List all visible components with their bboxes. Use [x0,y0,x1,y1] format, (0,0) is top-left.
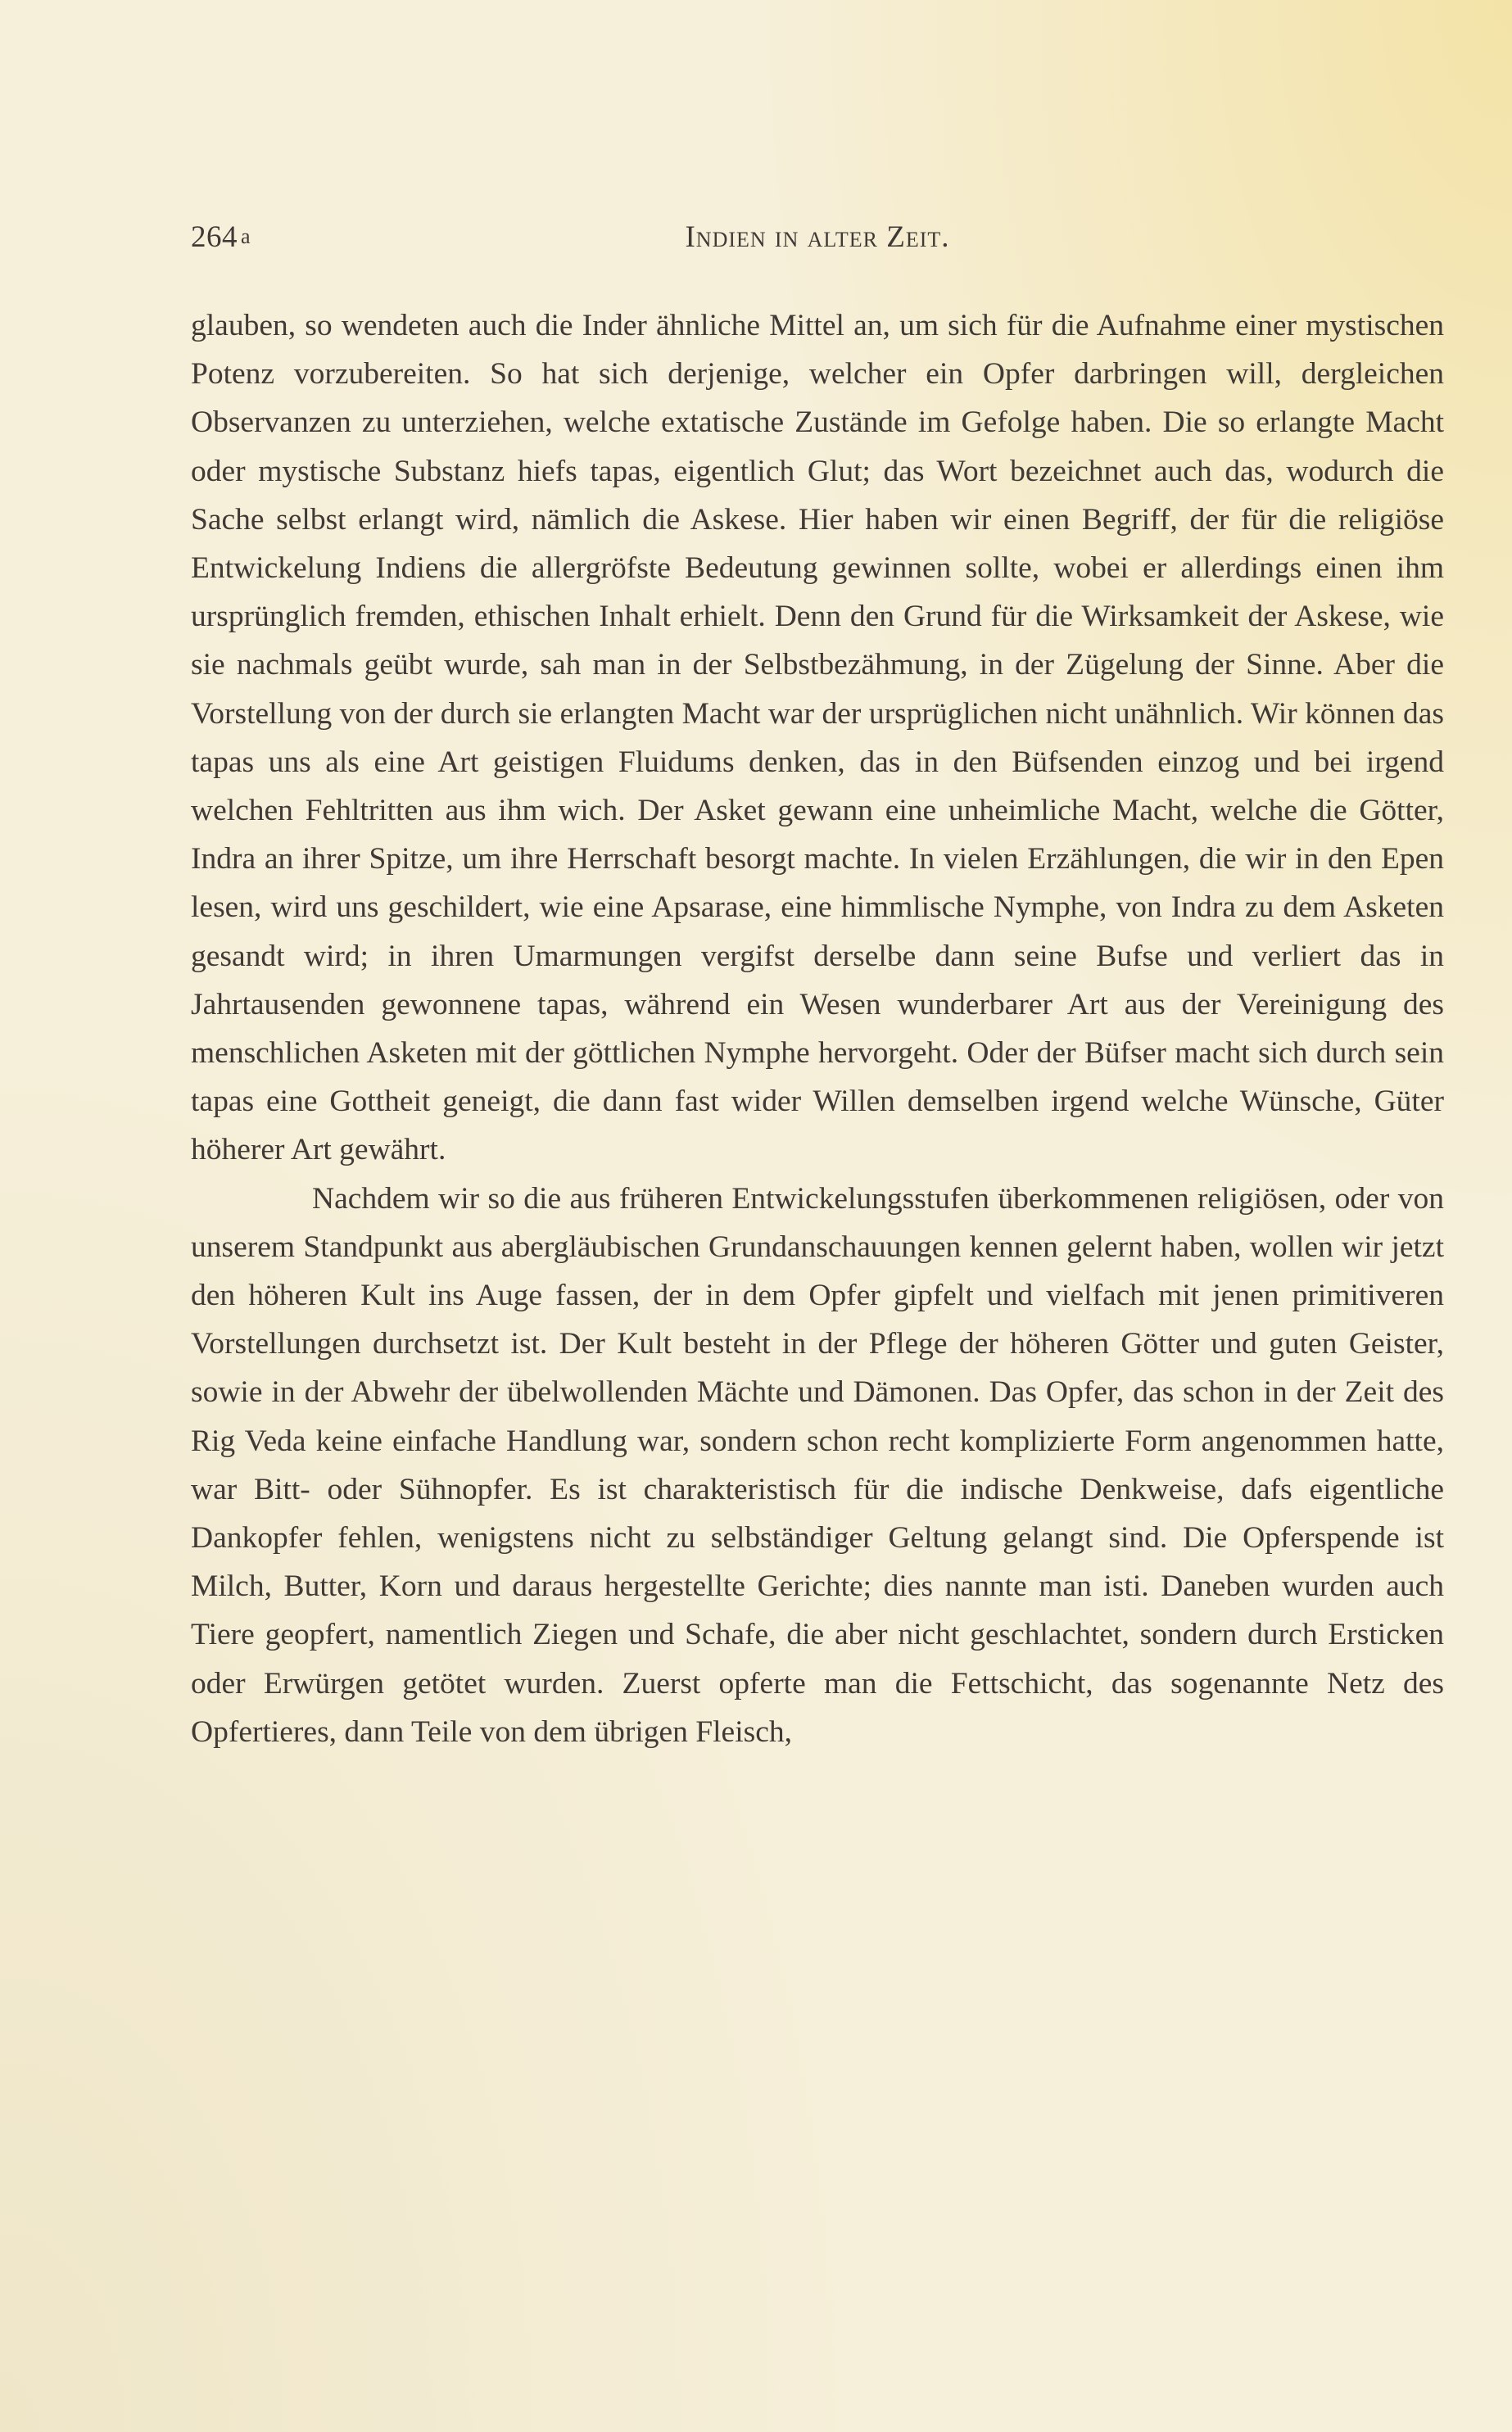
paragraph-2: Nachdem wir so die aus früheren Entwickelungsstufen überkommenen religiösen, oder von unserem Standpunkt aus abergläubischen Grundanschauungen kennen gelernt haben, wollen wir jetzt den höheren Kult ins Auge fassen, der in dem Opfer gipfelt und vielfach mit jenen primitiveren Vorstellungen durchsetzt ist. Der Kult besteht in der Pflege der höheren Götter und guten Geister, sowie in der Abwehr der übelwollenden Mächte und Dämonen. Das Opfer, das schon in der Zeit des Rig Veda keine einfache Handlung war, sondern schon recht komplizierte Form angenommen hatte, war Bitt- oder Sühnopfer. Es ist charakteristisch für die indische Denkweise, dafs eigentliche Dankopfer fehlen, wenigstens nicht zu selbständiger Geltung gelangt sind. Die Opferspende ist Milch, Butter, Korn und daraus hergestellte Gerichte; dies nannte man isti. Daneben wurden auch Tiere geopfert, namentlich Ziegen und Schafe, die aber nicht geschlachtet, sondern durch Ersticken oder Erwürgen getötet wurden. Zuerst opferte man die Fettschicht, das sogenannte Netz des Opfertieres, dann Teile von dem übrigen Fleisch, [191,1181,1444,1749]
page-number-suffix: a [241,224,251,248]
running-title: Indien in alter Zeit. [685,220,950,254]
page-number: 264 a [191,220,251,254]
page-header [191,220,1444,269]
paragraph-1: glauben, so wendeten auch die Inder ähnliche Mittel an, um sich für die Aufnahme einer mystischen Potenz vorzubereiten. So hat sich derjenige, welcher ein Opfer darbringen will, dergleichen Observanzen zu unterziehen, welche extatische Zustände im Gefolge haben. Die so erlangte Macht oder mystische Substanz hiefs tapas, eigentlich Glut; das Wort bezeichnet auch das, wodurch die Sache selbst erlangt wird, nämlich die Askese. Hier haben wir einen Begriff, der für die religiöse Entwickelung Indiens die allergröfste Bedeutung gewinnen sollte, wobei er allerdings einen ihm ursprünglich fremden, ethischen Inhalt erhielt. Denn den Grund für die Wirksamkeit der Askese, wie sie nachmals geübt wurde, sah man in der Selbstbezähmung, in der Zügelung der Sinne. Aber die Vorstellung von der durch sie erlangten Macht war der ursprüglichen nicht unähnlich. Wir können das tapas uns als eine Art geistigen Fluidums denken, das in den Büfsenden einzog und bei irgend welchen Fehltritten aus ihm wich. Der Asket gewann eine unheimliche Macht, welche die Götter, Indra an ihrer Spitze, um ihre Herrschaft besorgt machte. In vielen Erzählungen, die wir in den Epen lesen, wird uns geschildert, wie eine Apsarase, eine himmlische Nymphe, von Indra zu dem Asketen gesandt wird; in ihren Umarmungen vergifst derselbe dann seine Bufse und verliert das in Jahrtausenden gewonnene tapas, während ein Wesen wunderbarer Art aus der Vereinigung des menschlichen Asketen mit der göttlichen Nymphe hervorgeht. Oder der Büfser macht sich durch sein tapas eine Gottheit geneigt, die dann fast wider Willen demselben irgend welche Wünsche, Güter höherer Art gewährt. [191,309,1444,1167]
book-page [191,220,1444,1756]
body-text [191,301,1444,1756]
